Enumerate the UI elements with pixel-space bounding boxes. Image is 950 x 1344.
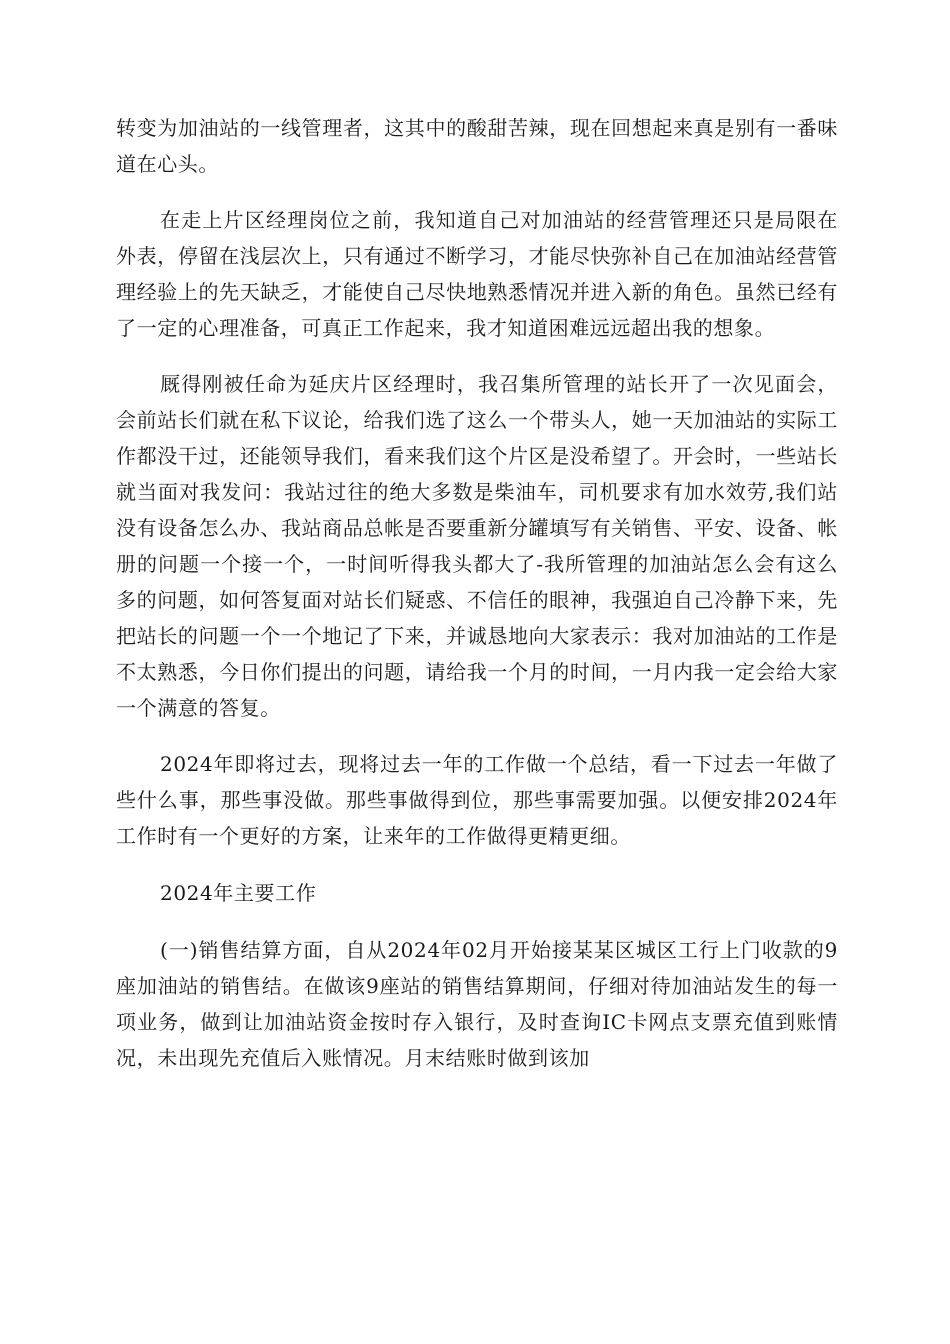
document-page: [116, 110, 838, 1076]
paragraph-year-summary: 2024年即将过去，现将过去一年的工作做一个总结，看一下过去一年做了些什么事，那些事没做。那些事做得到位，那些事需要加强。以便安排2024年工作时有一个更好的方案，让来年的工作做得更精更细。: [116, 752, 838, 848]
paragraph-continuation: 转变为加油站的一线管理者，这其中的酸甜苦辣，现在回想起来真是别有一番味道在心头。: [116, 116, 838, 176]
paragraph-sales-settlement: (一)销售结算方面，自从2024年02月开始接某某区城区工行上门收款的9座加油站的销售结。在做该9座站的销售结算期间，仔细对待加油站发生的每一项业务，做到让加油站资金按时存入银行，及时查询IC卡网点支票充值到账情况，未出现先充值后入账情况。月末结账时做到该加: [116, 938, 838, 1070]
paragraph-first-meeting: 厩得刚被任命为延庆片区经理时，我召集所管理的站长开了一次见面会，会前站长们就在私下议论，给我们选了这么一个带头人，她一天加油站的实际工作都没干过，还能领导我们，看来我们这个片区是没希望了。开会时，一些站长就当面对我发问：我站过往的绝大多数是柴油车，司机要求有加水效劳,我们站没有设备怎么办、我站商品总帐是否要重新分罐填写有关销售、平安、设备、帐册的问题一个接一个，一时间听得我头都大了-我所管理的加油站怎么会有这么多的问题，如何答复面对站长们疑惑、不信任的眼神，我强迫自己冷静下来，先把站长的问题一个一个地记了下来，并诚恳地向大家表示：我对加油站的工作是不太熟悉，今日你们提出的问题，请给我一个月的时间，一月内我一定会给大家一个满意的答复。: [116, 372, 838, 720]
section-heading-main-work: 2024年主要工作: [160, 881, 317, 905]
paragraph-before-manager-role: 在走上片区经理岗位之前，我知道自己对加油站的经营管理还只是局限在外表，停留在浅层次上，只有通过不断学习，才能尽快弥补自己在加油站经营管理经验上的先天缺乏，才能使自己尽快地熟悉情况并进入新的角色。虽然已经有了一定的心理准备，可真正工作起来，我才知道困难远远超出我的想象。: [116, 208, 838, 340]
